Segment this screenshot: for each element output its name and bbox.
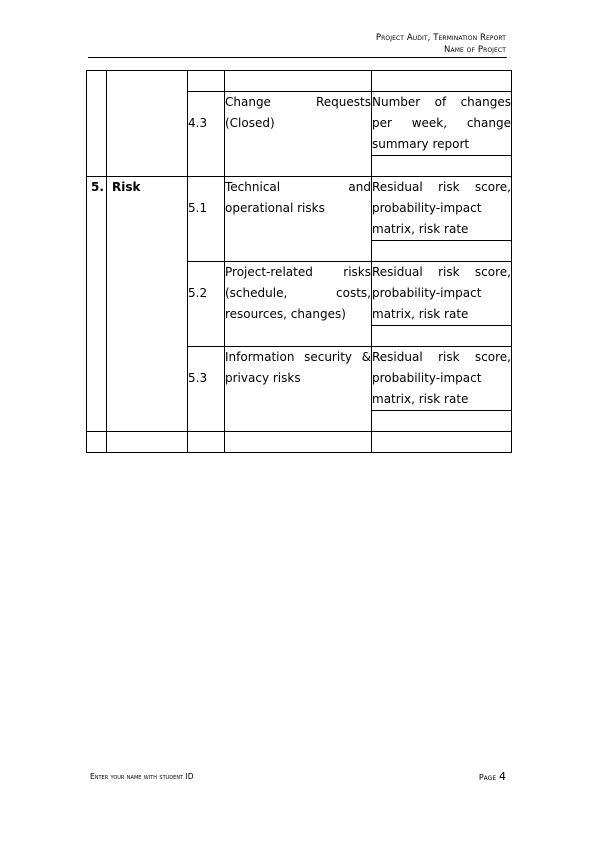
metric-cell: Residual risk score, probability-impact matrix, risk rate — [372, 177, 512, 241]
page-number: 4 — [499, 770, 506, 783]
subsection-number: 4.3 — [188, 92, 225, 177]
criteria-cell: Information security & privacy risks — [225, 347, 372, 432]
table-cell — [372, 71, 512, 92]
criteria-cell: Change Requests (Closed) — [225, 92, 372, 177]
metric-cell: Residual risk score, probability-impact matrix, risk rate — [372, 262, 512, 326]
table-row-empty-top — [87, 71, 512, 92]
subsection-number: 5.1 — [188, 177, 225, 262]
subsection-number: 5.3 — [188, 347, 225, 432]
section-title: Risk — [107, 177, 188, 432]
table-cell — [225, 71, 372, 92]
table-cell — [372, 411, 512, 432]
metric-cell: Residual risk score, probability-impact matrix, risk rate — [372, 347, 512, 411]
header-project-name: Name of Project — [444, 45, 506, 55]
table-cell — [87, 71, 107, 177]
table-cell — [188, 71, 225, 92]
table-cell — [87, 432, 107, 453]
table-cell — [372, 326, 512, 347]
table-cell — [188, 432, 225, 453]
table-row-empty-bottom — [87, 432, 512, 453]
metric-cell: Number of changes per week, change summary report — [372, 92, 512, 156]
table-cell — [372, 156, 512, 177]
criteria-cell: Project-related risks (schedule, costs, resources, changes) — [225, 262, 372, 347]
footer-page-number — [479, 770, 506, 783]
criteria-cell: Technical and operational risks — [225, 177, 372, 262]
table-cell — [372, 432, 512, 453]
table-cell — [107, 71, 188, 177]
table-cell — [372, 241, 512, 262]
section-number: 5. — [87, 177, 107, 432]
header-report-title: Project Audit, Termination Report — [375, 33, 506, 43]
audit-criteria-table — [86, 70, 512, 453]
header-divider — [88, 57, 507, 58]
table-row — [87, 177, 512, 241]
footer-student-name: Enter your name with student ID — [90, 772, 194, 781]
page-label: Page — [478, 773, 497, 782]
table-cell — [225, 432, 372, 453]
table-cell — [107, 432, 188, 453]
subsection-number: 5.2 — [188, 262, 225, 347]
